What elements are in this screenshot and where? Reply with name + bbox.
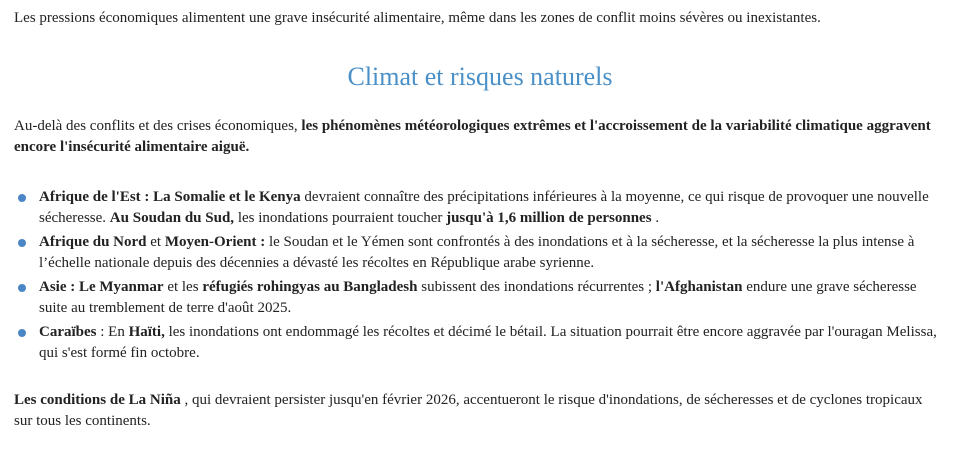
section-title: Climat et risques naturels — [347, 62, 613, 91]
bold-run: jusqu'à 1,6 million de personnes — [446, 210, 652, 226]
bold-run: Haïti, — [128, 324, 165, 340]
list-item-east-africa — [14, 187, 942, 229]
bullet-icon — [18, 194, 26, 202]
lead-paragraph — [14, 116, 934, 158]
text-run: et les — [163, 279, 203, 295]
text-run: : En — [96, 324, 129, 340]
bullet-icon — [18, 284, 26, 292]
bold-run: Moyen-Orient : — [164, 234, 266, 250]
list-item-asia — [14, 277, 942, 319]
list-item-north-africa-middle-east — [14, 232, 942, 274]
text-run: les inondations ont endommagé les récoltes et décimé le bétail. La situation pourrait être encore aggravée par l'ouragan Melissa, qui s'est formé fin octobre. — [39, 324, 937, 361]
text-run: endure une grave sécheresse suite au tremblement de terre d'août 2025. — [39, 279, 917, 316]
text-run: le Soudan et le Yémen sont confrontés à des inondations et à la sécheresse, et la sécheresse la plus intense à l’échelle nationale depuis des décennies a dévasté les récoltes en République arabe syrienne. — [39, 234, 915, 271]
intro-paragraph: Les pressions économiques alimentent une grave insécurité alimentaire, même dans les zones de conflit moins sévères ou inexistantes. — [14, 10, 821, 26]
bold-run: Au Soudan du Sud, — [109, 210, 235, 226]
bold-run: Afrique de l'Est : La Somalie et le Kenya — [39, 189, 301, 205]
text-run: . — [651, 210, 660, 226]
text-run: devraient connaître des précipitations inférieures à la moyenne, ce qui risque de provoquer une nouvelle sécheresse. — [39, 189, 929, 226]
bold-run: réfugiés rohingyas au Bangladesh — [202, 279, 418, 295]
region-text — [39, 324, 937, 361]
outro-bold: Les conditions de La Niña — [14, 392, 181, 408]
lead-prefix: Au-delà des conflits et des crises économiques, — [14, 118, 302, 134]
bold-run: l'Afghanistan — [655, 279, 743, 295]
bold-run: Asie : Le Myanmar — [39, 279, 164, 295]
outro-rest: , qui devraient persister jusqu'en février 2026, accentueront le risque d'inondations, de sécheresses et de cyclones tropicaux sur tous les continents. — [14, 392, 923, 429]
text-run: les inondations pourraient toucher — [234, 210, 447, 226]
lead-bold: les phénomènes météorologiques extrêmes et l'accroissement de la variabilité climatique aggravent encore l'insécurité alimentaire aiguë. — [14, 118, 931, 155]
region-text — [39, 234, 914, 271]
regions-list — [14, 187, 942, 367]
text-run: subissent des inondations récurrentes ; — [417, 279, 656, 295]
bullet-icon — [18, 329, 26, 337]
list-item-caribbean — [14, 322, 942, 364]
outro-paragraph — [14, 390, 934, 432]
region-text — [39, 279, 917, 316]
region-text — [39, 189, 929, 226]
bold-run: Caraïbes — [39, 324, 97, 340]
bold-run: Afrique du Nord — [39, 234, 147, 250]
bullet-icon — [18, 239, 26, 247]
text-run: et — [146, 234, 165, 250]
